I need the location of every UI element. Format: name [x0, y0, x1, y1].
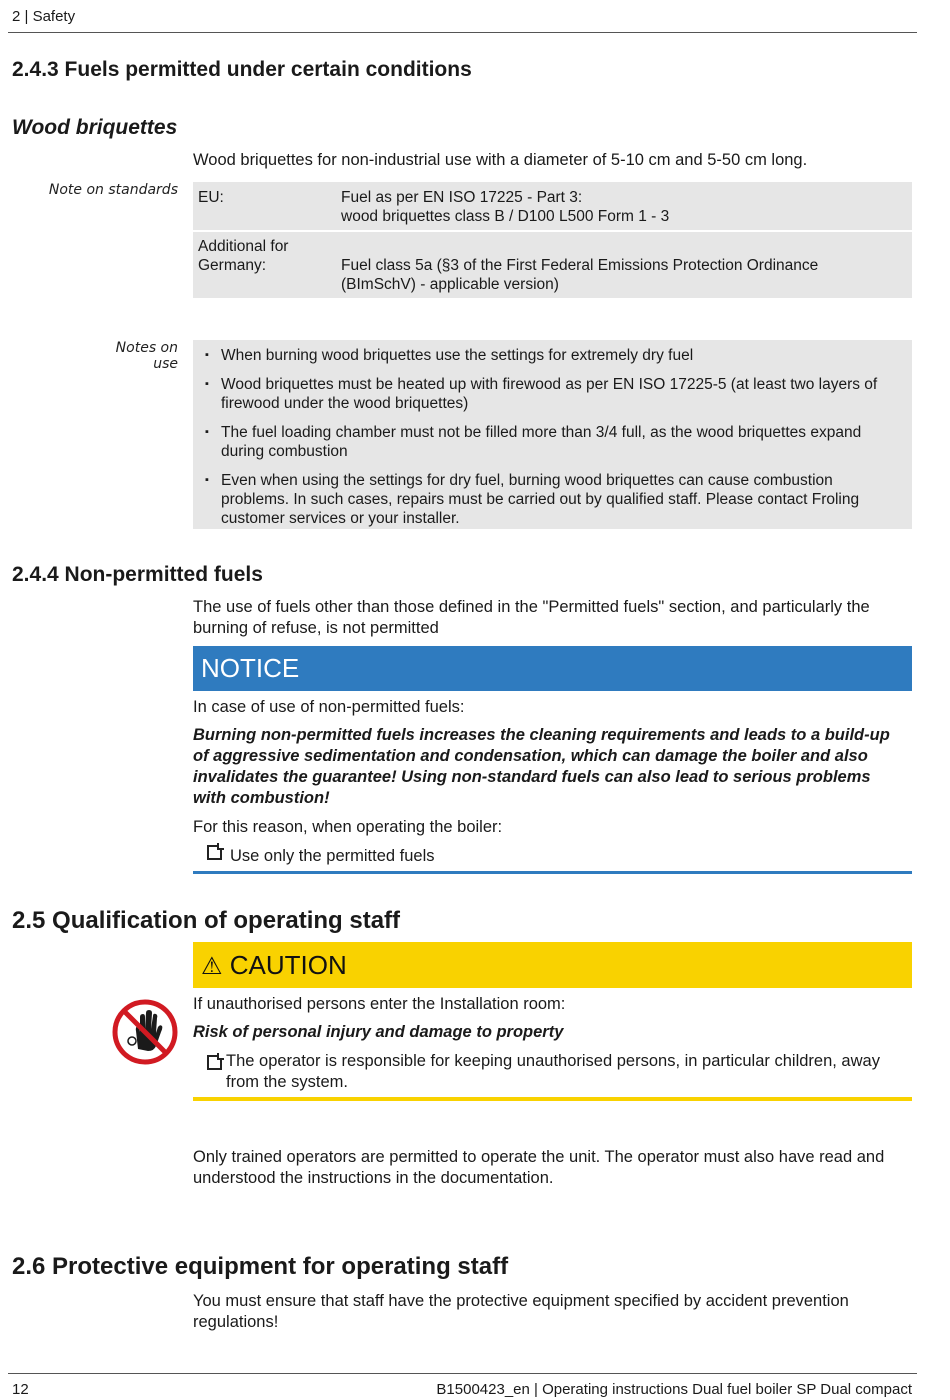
- page-header: 2 | Safety: [12, 8, 76, 25]
- notice-title: NOTICE: [201, 653, 300, 683]
- caution-action-text: The operator is responsible for keeping unauthorised persons, in particular children, away from the system.: [226, 1052, 880, 1091]
- protective-equipment-text: You must ensure that staff have the protective equipment specified by accident prevention regulations!: [193, 1292, 849, 1331]
- standards-germany-region-line2: Germany:: [198, 257, 267, 274]
- notice-banner: [193, 646, 912, 691]
- standards-germany-region: [198, 237, 338, 275]
- caution-banner: [193, 942, 912, 988]
- checkbox-icon: [207, 845, 222, 860]
- checkbox-icon: [207, 1055, 222, 1070]
- note-on-standards-label: Note on standards: [48, 182, 178, 198]
- list-item: ▪ Wood briquettes must be heated up with firewood as per EN ISO 17225-5 (at least two layers of firewood under the wood briquettes): [193, 375, 899, 413]
- warning-triangle-icon: ⚠: [201, 952, 223, 980]
- standards-eu-line2: wood briquettes class B / D100 L500 Form 1 - 3: [341, 208, 670, 225]
- notice-case: In case of use of non-permitted fuels:: [193, 698, 465, 716]
- wood-briquettes-intro: Wood briquettes for non-industrial use with a diameter of 5-10 cm and 5-50 cm long.: [193, 151, 808, 169]
- standards-eu-region: EU:: [198, 189, 224, 206]
- page-number: 12: [12, 1381, 29, 1398]
- notes-on-use-label-line1: Notes on: [115, 340, 178, 356]
- standards-eu-line1: Fuel as per EN ISO 17225 - Part 3:: [341, 189, 583, 206]
- standards-germany-value: [341, 256, 906, 294]
- caution-case: If unauthorised persons enter the Installation room:: [193, 995, 566, 1013]
- notice-bottom-rule: [193, 871, 912, 874]
- list-item: ▪ Even when using the settings for dry fuel, burning wood briquettes can cause combustion problems. In such cases, repairs must be carried out by qualified staff. Please contact Froling customer services or your installer.: [193, 471, 899, 528]
- section-title-2-4-3: 2.4.3 Fuels permitted under certain conditions: [12, 58, 472, 81]
- notice-reason: For this reason, when operating the boiler:: [193, 818, 503, 836]
- caution-bottom-rule: [193, 1097, 912, 1101]
- caution-title: CAUTION: [229, 950, 347, 980]
- footer-divider: [8, 1373, 917, 1374]
- qualification-text: Only trained operators are permitted to operate the unit. The operator must also have read and understood the instructions in the documentation.: [193, 1148, 885, 1187]
- notice-warning: Burning non-permitted fuels increases the cleaning requirements and leads to a build-up of aggressive sedimentation and condensation, which can damage the boiler and also invalidates the guarantee! Using non-standard fuels can also lead to serious problems with combustion!: [193, 726, 890, 807]
- notes-on-use-label: [20, 340, 178, 372]
- section-title-2-5: 2.5 Qualification of operating staff: [12, 907, 401, 934]
- list-item: ▪ The fuel loading chamber must not be filled more than 3/4 full, as the wood briquettes expand during combustion: [193, 423, 899, 461]
- subtitle-wood-briquettes: Wood briquettes: [12, 116, 178, 139]
- section-title-2-6: 2.6 Protective equipment for operating staff: [12, 1253, 509, 1280]
- notice-action-text: Use only the permitted fuels: [230, 847, 435, 865]
- standards-germany-line1: Fuel class 5a (§3 of the First Federal Emissions Protection Ordinance: [341, 257, 819, 274]
- standards-germany-line2: (BImSchV) - applicable version): [341, 276, 559, 293]
- standards-eu-value: [341, 188, 906, 226]
- section-title-2-4-4: 2.4.4 Non-permitted fuels: [12, 563, 263, 586]
- list-item: ▪ When burning wood briquettes use the settings for extremely dry fuel: [193, 346, 899, 365]
- no-entry-hand-icon: [112, 999, 178, 1065]
- caution-risk: Risk of personal injury and damage to property: [193, 1023, 564, 1041]
- header-divider: [8, 32, 917, 33]
- footer-doc-title: B1500423_en | Operating instructions Dual fuel boiler SP Dual compact: [436, 1381, 912, 1398]
- standards-germany-region-line1: Additional for: [198, 238, 289, 255]
- notes-on-use-label-line2: use: [153, 356, 178, 372]
- notice-action: [207, 845, 907, 867]
- caution-action-line: [207, 1051, 907, 1093]
- notes-list: [193, 346, 899, 538]
- non-permitted-intro: The use of fuels other than those defined in the "Permitted fuels" section, and particularly the burning of refuse, is not permitted: [193, 598, 870, 637]
- caution-action: [207, 1051, 907, 1093]
